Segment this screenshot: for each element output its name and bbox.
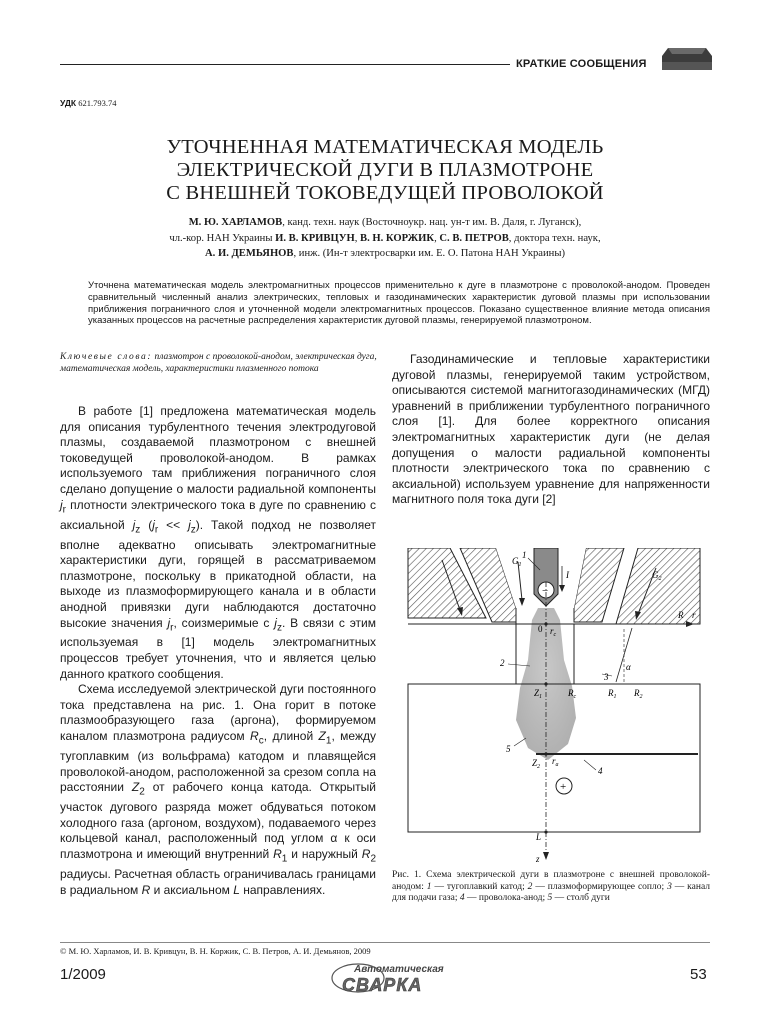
label-g2: $G_2$ bbox=[652, 570, 662, 582]
label-R2: $R_2$ bbox=[634, 688, 643, 700]
author-line bbox=[60, 231, 710, 247]
caption-text: — проволока-анод; bbox=[464, 893, 548, 904]
symbol: R bbox=[273, 846, 282, 861]
label-rc: $r_c$ bbox=[550, 626, 557, 638]
label-r-axis: R bbox=[678, 610, 684, 620]
label-4: 4 bbox=[598, 766, 603, 776]
paragraph bbox=[60, 682, 376, 898]
symbol: L bbox=[233, 882, 240, 897]
label-L: L bbox=[536, 832, 542, 842]
udk-code bbox=[60, 98, 116, 108]
caption-lead: Рис. 1. Схема электрической дуги в плазмотроне с внешней проволокой-анодом: bbox=[392, 870, 710, 892]
author-affiliation: , доктора техн. наук, bbox=[508, 232, 601, 244]
author-affiliation: , канд. техн. наук (Восточноукр. нац. ун-т им. В. Даля, г. Луганск), bbox=[282, 217, 582, 228]
text-run: В работе [1] предложена математическая модель для описания турбулентного течения электродуговой плазмы, создаваемой плазмотроном с внешней токоведущей проволокой-анодом. В рамках используемого там приближения пограничного слоя сделано допущение о малости радиальной компоненты bbox=[60, 404, 376, 496]
page-number: 53 bbox=[690, 966, 707, 983]
text-run: и аксиальном bbox=[150, 882, 234, 897]
symbol-subscript: 2 bbox=[139, 786, 145, 798]
symbol: j bbox=[167, 615, 171, 630]
symbol: Z bbox=[131, 780, 140, 795]
symbol-subscript: 2 bbox=[370, 853, 376, 865]
label-r: r bbox=[692, 610, 696, 620]
label-3: 3 bbox=[604, 672, 609, 682]
text-run: , между тугоплавким (из вольфрама) катодом и плавящейся проволокой-анодом, расположенной за срезом сопла на расстоянии bbox=[60, 729, 376, 795]
symbol: j bbox=[188, 517, 191, 532]
label-Rc: $R_c$ bbox=[568, 688, 577, 700]
title-line: УТОЧНЕННАЯ МАТЕМАТИЧЕСКАЯ МОДЕЛЬ bbox=[166, 136, 604, 158]
symbol-subscript: z bbox=[276, 621, 282, 633]
symbol: Z bbox=[318, 729, 326, 744]
author-name: А. И. ДЕМЬЯНОВ bbox=[205, 248, 294, 259]
caption-number: 2 bbox=[527, 881, 533, 892]
author-line bbox=[60, 215, 710, 231]
author-name: С. В. ПЕТРОВ bbox=[439, 232, 509, 244]
section-emblem-icon bbox=[660, 42, 714, 74]
text-run: . В связи с этим используемая в [1] модель электромагнитных процессов требует уточнения, что и является целью данного краткого сообщения. bbox=[60, 615, 376, 681]
text-run: радиусы. Расчетная область ограничивалась границами в радиальном bbox=[60, 866, 376, 897]
keywords-text: плазмотрон с проволокой-анодом, электрическая дуга, математическая модель, характеристики плазменного потока bbox=[60, 352, 377, 374]
caption-number: 3 bbox=[667, 881, 672, 892]
label-origin: 0 bbox=[538, 624, 543, 634]
caption-number: 1 bbox=[426, 881, 432, 892]
symbol-subscript: r bbox=[62, 503, 67, 515]
text-run: , длиной bbox=[263, 729, 319, 744]
label-5: 5 bbox=[506, 744, 511, 754]
svg-text:Автоматическая: Автоматическая bbox=[354, 964, 444, 975]
symbol: j bbox=[60, 497, 63, 512]
label-1: 1 bbox=[522, 550, 527, 560]
footer-rule bbox=[60, 942, 710, 943]
label-g1: $G_1$ bbox=[512, 556, 522, 568]
label-minus: − bbox=[542, 585, 549, 597]
symbol: j bbox=[132, 517, 136, 532]
symbol-subscript: z bbox=[190, 523, 196, 535]
text-run: от рабочего конца катода. Открытый участок дугового разряда может обдуваться потоком холодного газа (аргоном, воздухом), подаваемого через кольцевой канал, расположенный под углом α к оси плазмотрона и имеющий внутренний bbox=[60, 780, 377, 861]
text-run: направлениях. bbox=[239, 882, 326, 897]
journal-logo bbox=[320, 960, 470, 994]
keywords-label: Ключевые слова: bbox=[60, 352, 153, 362]
udk-number: 621.793.74 bbox=[78, 98, 117, 108]
symbol-subscript: c bbox=[258, 735, 264, 747]
symbol-subscript: r bbox=[170, 621, 174, 633]
author-sep: , bbox=[354, 232, 361, 244]
label-plus: + bbox=[560, 781, 567, 793]
body-column-left bbox=[60, 404, 376, 898]
header-rule bbox=[60, 64, 510, 65]
label-z: z bbox=[536, 854, 540, 864]
symbol: R bbox=[141, 882, 151, 897]
author-list bbox=[60, 215, 710, 262]
text-run: Схема исследуемой электрической дуги постоянного тока представлена на рис. 1. Она горит в потоке плазмообразующего газа (аргона), формируемом каналом плазмотрона радиусом bbox=[60, 682, 376, 744]
author-name: В. Н. КОРЖИК bbox=[360, 232, 435, 244]
paragraph: Газодинамические и тепловые характеристики дуговой плазмы, генерируемой таким устройством, описываются системой магнитогазодинамических (МГД) уравнений в приближении турбулентного пограничного слоя [1]. Для более корректного описания электромагнитных характеристик дуги (не делая допущения о малости радиальной компоненты плотности электрического тока по сравнению с аксиальной) используем уравнение для напряженности магнитного поля тока дуги [2] bbox=[392, 352, 710, 507]
label-R1: $R_1$ bbox=[608, 688, 617, 700]
text-run: и наружный bbox=[287, 846, 362, 861]
label-current: I bbox=[566, 570, 569, 580]
caption-text: — канал для подачи газа; bbox=[392, 881, 710, 904]
text-run: , соизмеримые с bbox=[173, 615, 275, 630]
author-line bbox=[60, 246, 710, 262]
label-ra: $r_a$ bbox=[552, 756, 559, 768]
caption-number: 5 bbox=[547, 893, 553, 904]
title-line: ЭЛЕКТРИЧЕСКОЙ ДУГИ В ПЛАЗМОТРОНЕ bbox=[176, 159, 594, 181]
plasmatron-diagram bbox=[398, 548, 708, 866]
symbol: j bbox=[274, 615, 277, 630]
keywords bbox=[60, 351, 380, 375]
udk-label: УДК bbox=[60, 98, 77, 108]
copyright: © М. Ю. Харламов, И. В. Кривцун, В. Н. Коржик, С. В. Петров, А. И. Демьянов, 2009 bbox=[60, 946, 371, 956]
label-2: 2 bbox=[500, 658, 505, 668]
issue-number: 1/2009 bbox=[60, 966, 106, 983]
text-run: ). Такой подход не позволяет вполне адекватно описывать электромагнитные характеристики дуги, горящей в рассматриваемом плазмотроне, поскольку в прикатодной области, на выходе из плазмоформирующего канала и в области анодной привязки дуги наблюдаются достаточно высокие значения bbox=[60, 517, 376, 630]
body-column-right bbox=[392, 352, 710, 508]
author-name: М. Ю. ХАРЛАМОВ bbox=[188, 217, 283, 228]
symbol-subscript: 1 bbox=[325, 735, 332, 747]
abstract: Уточнена математическая модель электромагнитных процессов применительно к дуге в плазмотроне с проволокой-анодом. Проведен сравнительный численный анализ электрических, тепловых и газодинамических характеристик дуговой плазмы при использовании приближения пограничного слоя и уточненной модели электромагнитных процессов. Показано существенное влияние метода описания указанных процессов на расчетные распределения характеристик дуговой плазмы, генерируемой плазмотроном. bbox=[88, 280, 710, 327]
symbol: R bbox=[361, 846, 371, 861]
caption-text: — тугоплавкий катод; bbox=[431, 881, 528, 892]
paragraph bbox=[60, 404, 376, 682]
symbol: j bbox=[152, 517, 155, 532]
author-name: И. В. КРИВЦУН bbox=[275, 232, 355, 244]
label-z2: $Z_2$ bbox=[532, 758, 541, 770]
section-title: КРАТКИЕ СООБЩЕНИЯ bbox=[516, 58, 647, 70]
title-line: С ВНЕШНЕЙ ТОКОВЕДУЩЕЙ ПРОВОЛОКОЙ bbox=[166, 182, 604, 204]
label-z1: $Z_1$ bbox=[534, 688, 543, 700]
author-affiliation: , инж. (Ин-т электросварки им. Е. О. Патона НАН Украины) bbox=[293, 248, 565, 259]
symbol-subscript: z bbox=[135, 523, 141, 535]
article-title bbox=[60, 136, 710, 205]
caption-number: 4 bbox=[459, 893, 465, 904]
svg-text:СВАРКА: СВАРКА bbox=[342, 975, 423, 994]
text-run: ( bbox=[140, 517, 153, 532]
caption-text: — столб дуги bbox=[552, 893, 610, 904]
text-run: плотности электрического тока в дуге по сравнению с аксиальной bbox=[60, 497, 376, 532]
text-run: << bbox=[158, 517, 189, 532]
author-sep: , bbox=[434, 232, 440, 244]
nozzle-body-right bbox=[616, 548, 700, 624]
author-title: чл.-кор. НАН Украины bbox=[169, 232, 276, 244]
caption-text: — плазмоформирующее сопло; bbox=[532, 881, 668, 892]
symbol-subscript: r bbox=[154, 523, 159, 535]
symbol: R bbox=[250, 729, 259, 744]
label-alpha: α bbox=[626, 662, 631, 672]
symbol-subscript: 1 bbox=[281, 853, 288, 865]
figure-caption bbox=[392, 870, 710, 905]
